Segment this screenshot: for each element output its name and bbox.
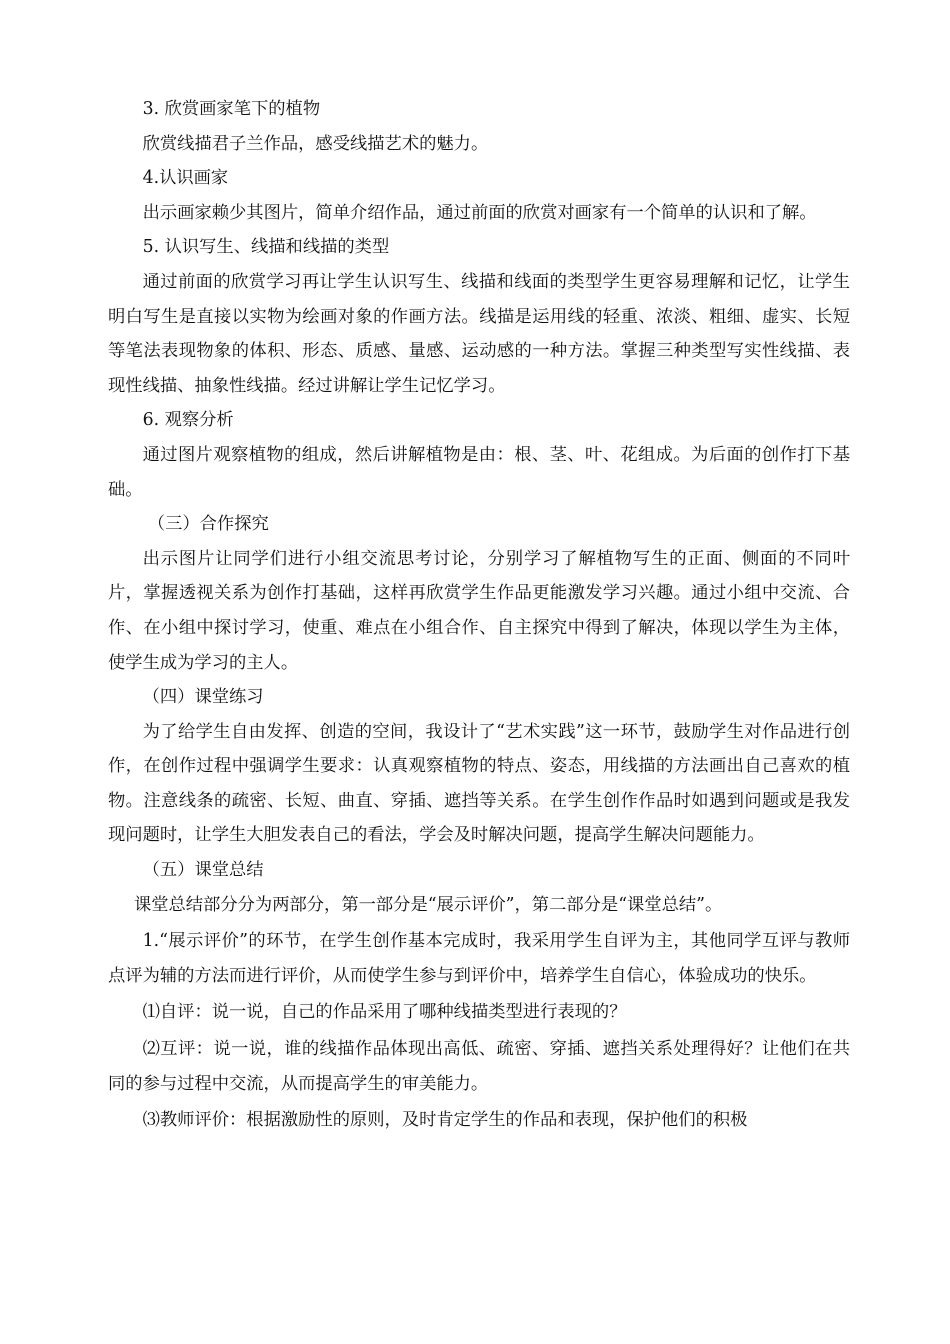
heading-classroom-summary: （五）课堂总结 — [142, 860, 264, 881]
paragraph-summary-intro: 课堂总结部分分为两部分，第一部分是“展示评价”，第二部分是“课堂总结”。 — [133, 894, 723, 915]
heading-classroom-practice: （四）课堂练习 — [142, 687, 264, 708]
heading-know-artist: 4.认识画家 — [142, 168, 229, 189]
paragraph-cooperative-inquiry: 出示图片让同学们进行小组交流思考讨论，分别学习了解植物写生的正面、侧面的不同叶片，掌握透视关系为创作打基础，这样再欣赏学生作品更能激发学习兴趣。通过小组中交流、合作、在小组中探讨学习，使重、难点在小组合作、自主探究中得到了解决，体现以学生为主体，使学生成为学习的主人。 — [108, 548, 850, 673]
paragraph-self-evaluation: ⑴自评：说一说，自己的作品采用了哪种线描类型进行表现的？ — [142, 1002, 627, 1023]
heading-observe-analyze: 6. 观察分析 — [142, 410, 234, 431]
paragraph-classroom-practice: 为了给学生自由发挥、创造的空间，我设计了“艺术实践”这一环节，鼓励学生对作品进行创作，在创作过程中强调学生要求：认真观察植物的特点、姿态，用线描的方法画出自己喜欢的植物。注意线条的疏密、长短、曲直、穿插、遮挡等关系。在学生创作作品时如遇到问题或是我发现问题时，让学生大胆发表自己的看法，学会及时解决问题，提高学生解决问题能力。 — [108, 721, 850, 846]
paragraph-display-evaluation: 1.“展示评价”的环节，在学生创作基本完成时，我采用学生自评为主，其他同学互评与教师点评为辅的方法而进行评价，从而使学生参与到评价中，培养学生自信心，体验成功的快乐。 — [108, 931, 850, 986]
paragraph-know-artist: 出示画家赖少其图片，简单介绍作品，通过前面的欣赏对画家有一个简单的认识和了解。 — [142, 202, 817, 223]
paragraph-teacher-evaluation: ⑶教师评价：根据激励性的原则，及时肯定学生的作品和表现，保护他们的积极 — [142, 1110, 748, 1131]
heading-sketch-types: 5. 认识写生、线描和线描的类型 — [142, 237, 390, 258]
heading-cooperative-inquiry: （三）合作探究 — [147, 514, 269, 535]
document-page — [108, 92, 850, 1138]
paragraph-peer-evaluation: ⑵互评：说一说，谁的线描作品体现出高低、疏密、穿插、遮挡关系处理得好？让他们在共同的参与过程中交流，从而提高学生的审美能力。 — [108, 1039, 850, 1094]
paragraph-appreciate-plants: 欣赏线描君子兰作品，感受线描艺术的魅力。 — [142, 133, 489, 154]
paragraph-observe-analyze: 通过图片观察植物的组成，然后讲解植物是由：根、茎、叶、花组成。为后面的创作打下基础。 — [108, 444, 850, 500]
heading-appreciate-plants: 3. 欣赏画家笔下的植物 — [142, 99, 321, 119]
paragraph-sketch-types: 通过前面的欣赏学习再让学生认识写生、线描和线面的类型学生更容易理解和记忆，让学生明白写生是直接以实物为绘画对象的作画方法。线描是运用线的轻重、浓淡、粗细、虚实、长短等笔法表现物象的体积、形态、质感、量感、运动感的一种方法。掌握三种类型写实性线描、表现性线描、抽象性线描。经过讲解让学生记忆学习。 — [108, 271, 850, 396]
